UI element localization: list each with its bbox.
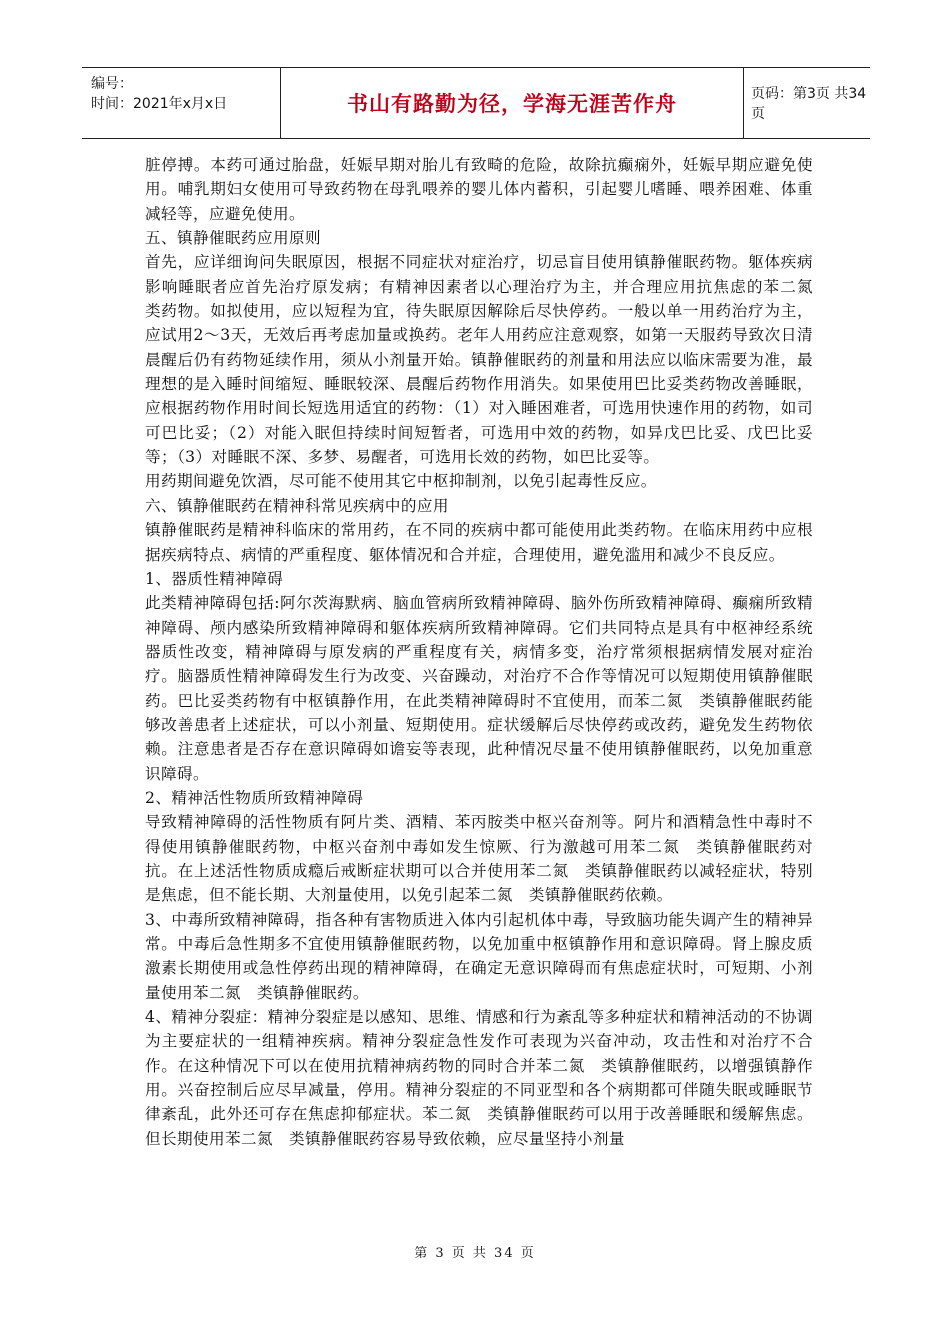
subsection-heading: 1、器质性精神障碍 — [145, 569, 284, 588]
paragraph: 4、精神分裂症：精神分裂症是以感知、思维、情感和行为紊乱等多种症状和精神活动的不协调为主要症状的一组精神疾病。精神分裂症急性发作可表现为兴奋冲动，攻击性和对治疗不合作。在这种情况下可以在使用抗精神病药物的同时合并苯二氮 类镇静催眠药，以增强镇静作用。兴奋控制后应尽早减量，停用。精神分裂症的不同亚型和各个病期都可伴随失眠或睡眠节律紊乱，此外还可存在焦虑抑郁症状。苯二氮 类镇静催眠药可以用于改善睡眠和缓解焦虑。但长期使用苯二氮 类镇静催眠药容易导致依赖，应尽量坚持小剂量 — [145, 1008, 813, 1148]
page-footer: 第 3 页 共 34 页 — [414, 1246, 536, 1261]
paragraph: 镇静催眠药是精神科临床的常用药，在不同的疾病中都可能使用此类药物。在临床用药中应根据疾病特点、病情的严重程度、躯体情况和合并症，合理使用，避免滥用和减少不良反应。 — [145, 521, 813, 564]
paragraph: 此类精神障碍包括:阿尔茨海默病、脑血管病所致精神障碍、脑外伤所致精神障碍、癫痫所致精神障碍、颅内感染所致精神障碍和躯体疾病所致精神障碍。它们共同特点是具有中枢神经系统器质性改变，精神障碍与原发病的严重程度有关，病情多变，治疗常须根据病情发展对症治疗。脑器质性精神障碍发生行为改变、兴奋躁动，对治疗不合作等情况可以短期使用镇静催眠药。巴比妥类药物有中枢镇静作用，在此类精神障碍时不宜使用，而苯二氮 类镇静催眠药能够改善患者上述症状，可以小剂量、短期使用。症状缓解后尽快停药或改药，避免发生药物依赖。注意患者是否存在意识障碍如谵妄等表现，此种情况尽量不使用镇静催眠药，以免加重意识障碍。 — [145, 594, 813, 783]
document-number-label: 编号： — [91, 76, 133, 92]
section-heading: 五、镇静催眠药应用原则 — [145, 229, 321, 248]
subsection-heading: 2、精神活性物质所致精神障碍 — [145, 788, 364, 807]
document-body — [145, 153, 829, 1151]
paragraph: 导致精神障碍的活性物质有阿片类、酒精、苯丙胺类中枢兴奋剂等。阿片和酒精急性中毒时不得使用镇静催眠药物，中枢兴奋剂中毒如发生惊厥、行为激越可用苯二氮 类镇静催眠药对抗。在上述活性物质成瘾后戒断症状期可以合并使用苯二氮 类镇静催眠药以减轻症状，特别是焦虑，但不能长期、大剂量使用，以免引起苯二氮 类镇静催眠药依赖。 — [145, 813, 813, 905]
paragraph: 首先，应详细询问失眠原因，根据不同症状对症治疗，切忌盲目使用镇静催眠药物。躯体疾病影响睡眠者应首先治疗原发病；有精神因素者以心理治疗为主，并合理应用抗焦虑的苯二氮 类药物。如拟使用，应以短程为宜，待失眠原因解除后尽快停药。一般以单一用药治疗为主，应试用2～3天，无效后再考虑加量或换药。老年人用药应注意观察，如第一天服药导致次日清晨醒后仍有药物延续作用，须从小剂量开始。镇静催眠药的剂量和用法应以临床需要为准，最理想的是入睡时间缩短、睡眠较深、晨醒后药物作用消失。如果使用巴比妥类药物改善睡眠，应根据药物作用时间长短选用适宜的药物：（1）对入睡困难者，可选用快速作用的药物，如司可巴比妥；（2）对能入眠但持续时间短暂者，可选用中效的药物，如异戊巴比妥、戊巴比妥等；（3）对睡眠不深、多梦、易醒者，可选用长效的药物，如巴比妥等。 — [145, 253, 829, 467]
page-header — [82, 67, 870, 139]
section-heading: 六、镇静催眠药在精神科常见疾病中的应用 — [145, 496, 449, 515]
paragraph: 用药期间避免饮酒，尽可能不使用其它中枢抑制剂，以免引起毒性反应。 — [145, 472, 657, 491]
header-meta — [82, 68, 280, 138]
header-page-number: 页码：第3页 共34页 — [751, 86, 867, 122]
header-motto: 书山有路勤为径，学海无涯苦作舟 — [280, 68, 744, 138]
paragraph: 3、中毒所致精神障碍，指各种有害物质进入体内引起机体中毒，导致脑功能失调产生的精神异常。中毒后急性期多不宜使用镇静催眠药物，以免加重中枢镇静作用和意识障碍。肾上腺皮质激素长期使用或急性停药出现的精神障碍，在确定无意识障碍而有焦虑症状时，可短期、小剂量使用苯二氮 类镇静催眠药。 — [145, 910, 813, 1002]
document-time-label: 时间：2021年x月x日 — [91, 96, 228, 112]
paragraph: 脏停搏。本药可通过胎盘，妊娠早期对胎儿有致畸的危险，故除抗癫痫外，妊娠早期应避免使用。哺乳期妇女使用可导致药物在母乳喂养的婴儿体内蓄积，引起婴儿嗜睡、喂养困难、体重减轻等，应避免使用。 — [145, 156, 813, 223]
